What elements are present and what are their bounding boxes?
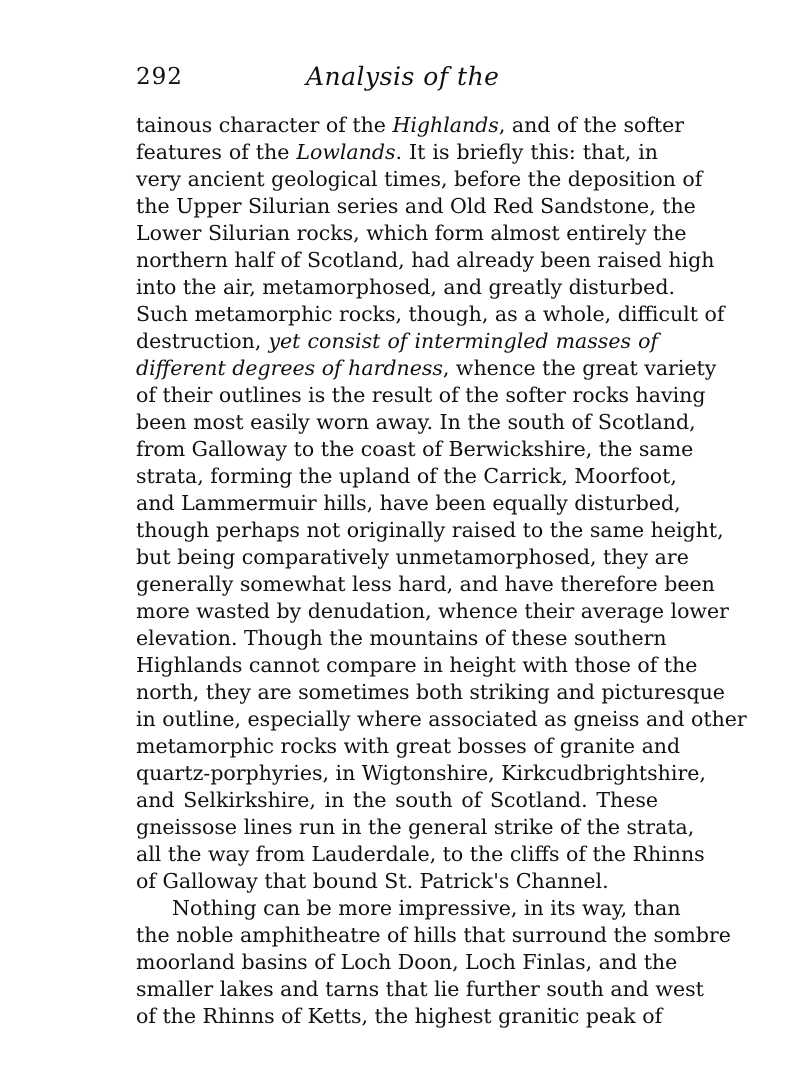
text-run: the Upper Silurian series and Old Red Sandstone, the bbox=[136, 194, 696, 218]
text-run: elevation. Though the mountains of these southern bbox=[136, 626, 667, 650]
text-run: Lower Silurian rocks, which form almost entirely the bbox=[136, 221, 687, 245]
text-line bbox=[136, 598, 729, 625]
text-line bbox=[136, 517, 724, 544]
text-line bbox=[136, 922, 731, 949]
text-run: , and of the softer bbox=[498, 113, 685, 137]
italic-text: Highlands bbox=[392, 113, 499, 137]
text-run: northern half of Scotland, had already been raised high bbox=[136, 248, 715, 272]
text-line bbox=[136, 166, 703, 193]
text-line bbox=[136, 652, 698, 679]
text-run: north, they are sometimes both striking and picturesque bbox=[136, 680, 725, 704]
text-line bbox=[136, 463, 677, 490]
text-line bbox=[136, 112, 685, 139]
text-run: into the air, metamorphosed, and greatly disturbed. bbox=[136, 275, 675, 299]
text-run: very ancient geological times, before the deposition of bbox=[136, 167, 703, 191]
text-run: all the way from Lauderdale, to the cliffs of the Rhinns bbox=[136, 842, 705, 866]
text-line bbox=[136, 382, 706, 409]
text-run: strata, forming the upland of the Carrick, Moorfoot, bbox=[136, 464, 677, 488]
text-run: generally somewhat less hard, and have therefore been bbox=[136, 572, 715, 596]
text-run: destruction, bbox=[136, 329, 269, 353]
text-line bbox=[136, 679, 725, 706]
text-run: . It is briefly this: that, in bbox=[395, 140, 658, 164]
text-run: , whence the great variety bbox=[442, 356, 717, 380]
text-run: tainous character of the bbox=[136, 113, 393, 137]
italic-text: Lowlands bbox=[296, 140, 396, 164]
text-line bbox=[136, 733, 681, 760]
page-number: 292 bbox=[136, 64, 183, 90]
text-line bbox=[136, 976, 704, 1003]
text-run: of the Rhinns of Ketts, the highest granitic peak of bbox=[136, 1004, 663, 1028]
text-line bbox=[136, 895, 681, 922]
text-line bbox=[136, 706, 747, 733]
text-line bbox=[136, 328, 658, 355]
text-line bbox=[136, 490, 681, 517]
text-run: but being comparatively unmetamorphosed, they are bbox=[136, 545, 689, 569]
text-run: gneissose lines run in the general strike of the strata, bbox=[136, 815, 695, 839]
text-line bbox=[136, 760, 706, 787]
text-run: of Galloway that bound St. Patrick's Channel. bbox=[136, 869, 609, 893]
text-line bbox=[136, 1003, 663, 1030]
text-line bbox=[136, 355, 717, 382]
text-line bbox=[136, 841, 705, 868]
text-run: Highlands cannot compare in height with those of the bbox=[136, 653, 698, 677]
text-run: been most easily worn away. In the south of Scotland, bbox=[136, 410, 696, 434]
text-line bbox=[136, 247, 715, 274]
text-line bbox=[136, 814, 695, 841]
text-line bbox=[136, 220, 687, 247]
text-run: quartz-porphyries, in Wigtonshire, Kirkcudbrightshire, bbox=[136, 761, 706, 785]
text-run: in outline, especially where associated as gneiss and other bbox=[136, 707, 747, 731]
italic-text: different degrees of hardness bbox=[136, 356, 443, 380]
text-run: Such metamorphic rocks, though, as a whole, difficult of bbox=[136, 302, 725, 326]
text-run: and Selkirkshire, in the south of Scotland. These bbox=[136, 788, 658, 812]
text-run: from Galloway to the coast of Berwickshire, the same bbox=[136, 437, 694, 461]
text-run: the noble amphitheatre of hills that surround the sombre bbox=[136, 923, 731, 947]
text-line bbox=[136, 544, 689, 571]
text-run: and Lammermuir hills, have been equally disturbed, bbox=[136, 491, 681, 515]
text-run: features of the bbox=[136, 140, 297, 164]
text-line bbox=[136, 949, 678, 976]
text-line bbox=[136, 625, 667, 652]
running-title: Analysis of the bbox=[306, 62, 500, 91]
text-run: of their outlines is the result of the softer rocks having bbox=[136, 383, 706, 407]
text-line bbox=[136, 274, 675, 301]
text-line bbox=[136, 571, 715, 598]
text-line bbox=[136, 787, 658, 814]
text-run: moorland basins of Loch Doon, Loch Finlas, and the bbox=[136, 950, 678, 974]
text-line bbox=[136, 301, 725, 328]
italic-text: yet consist of intermingled masses of bbox=[268, 329, 658, 353]
body-text bbox=[136, 112, 747, 1030]
running-head bbox=[136, 64, 658, 96]
text-line bbox=[136, 868, 658, 895]
text-line bbox=[136, 409, 696, 436]
text-line bbox=[136, 139, 658, 166]
text-run: smaller lakes and tarns that lie further south and west bbox=[136, 977, 704, 1001]
text-line bbox=[136, 436, 694, 463]
text-line bbox=[136, 193, 696, 220]
text-run: though perhaps not originally raised to the same height, bbox=[136, 518, 724, 542]
text-run: Nothing can be more impressive, in its way, than bbox=[172, 896, 681, 920]
text-run: metamorphic rocks with great bosses of granite and bbox=[136, 734, 681, 758]
text-run: more wasted by denudation, whence their average lower bbox=[136, 599, 729, 623]
